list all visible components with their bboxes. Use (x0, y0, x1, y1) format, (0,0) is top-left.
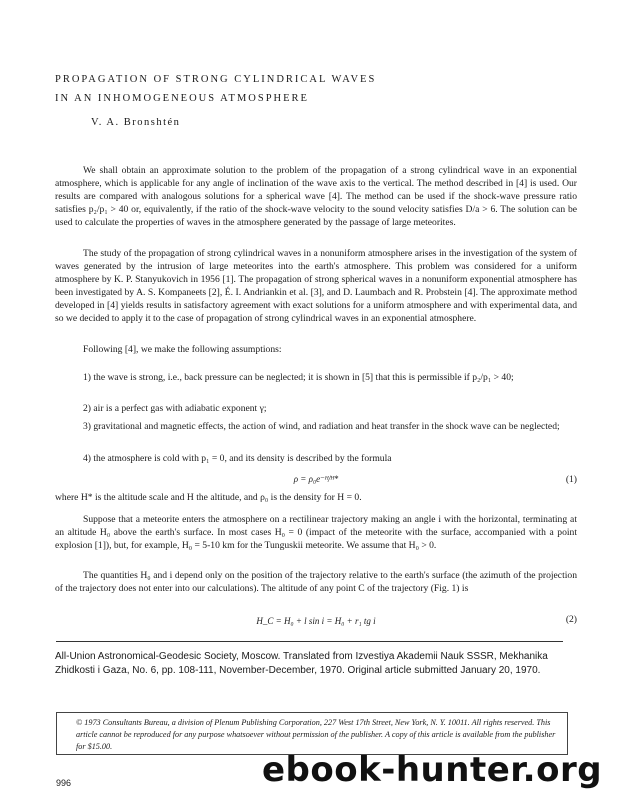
paragraph-assumptions-lead: Following [4], we make the following assumptions: (83, 344, 282, 355)
equation-1: ρ = ρ₀e⁻ᴴ/ᴴ* (293, 474, 339, 484)
equation-2-number: (2) (565, 614, 577, 625)
paragraph-intro: The study of the propagation of strong cylindrical waves in a nonuniform atmosphere arises in the investigation of the system of waves generated by the intrusion of large meteorites into the earth's atmosphere. This problem was considered for a uniform atmosphere by K. P. Stanyukovich in 1956 [1]. The propagation of strong spherical waves in a nonuniform exponential atmosphere has been investigated by A. S. Kompaneets [2], É. I. Andriankin et al. [3], and D. Laumbach and R. Probstein [4]. The approximate method developed in [4] yields results in satisfactory agreement with exact solutions for a uniform atmosphere and with experimental data, and so we decided to apply it to the case of propagation of strong cylindrical waves in an exponential atmosphere. (55, 248, 577, 325)
author: V. A. Bronshtén (91, 117, 181, 128)
footnote-divider (56, 641, 563, 642)
assumption-3: 3) gravitational and magnetic effects, the action of wind, and radiation and heat transfer in the shock wave can be neglected; (83, 421, 560, 432)
watermark: ebook-hunter.org (262, 750, 603, 790)
paragraph-trajectory: Suppose that a meteorite enters the atmosphere on a rectilinear trajectory making an angle i with the horizontal, terminating at an altitude H₀ above the earth's surface. In most cases H₀ = 0 (impact of the meteorite with the surface, accompanied with a point explosion [1]), but, for example, H₀ = 5-10 km for the Tunguskii meteorite. We assume that H₀ > 0. (55, 514, 577, 552)
affiliation-footnote: All-Union Astronomical-Geodesic Society, Moscow. Translated from Izvestiya Akademii Nauk SSSR, Mekhanika Zhidkosti i Gaza, No. 6, pp. 108-111, November-December, 1970. Original article submitted January 20, 1970. (55, 651, 548, 676)
paragraph-altitude: The quantities H₀ and i depend only on the position of the trajectory relative to the earth's surface (the azimuth of the projection of the trajectory does not enter into our calculations). The altitude of any point C of the trajectory (Fig. 1) is (55, 570, 577, 595)
paragraph-density-definition: where H* is the altitude scale and H the altitude, and ρ₀ is the density for H = 0. (55, 492, 362, 503)
assumption-2: 2) air is a perfect gas with adiabatic exponent γ; (83, 403, 267, 414)
title-line-1: PROPAGATION OF STRONG CYLINDRICAL WAVES (55, 74, 377, 85)
page-number: 996 (56, 778, 72, 788)
assumption-4: 4) the atmosphere is cold with p₁ = 0, and its density is described by the formula (83, 453, 392, 464)
equation-1-number: (1) (565, 474, 577, 485)
equation-2: H_C = H₀ + l sin i = H₀ + r₁ tg i (256, 616, 376, 626)
copyright-notice: © 1973 Consultants Bureau, a division of Plenum Publishing Corporation, 227 West 17th Street, New York, N. Y. 10011. All rights reserved. This article cannot be reproduced for any purpose whatsoever without permission of the publisher. A copy of this article is available from the publisher for $15.00. (76, 718, 556, 751)
assumption-1: 1) the wave is strong, i.e., back pressure can be neglected; it is shown in [5] that this is permissible if p₂/p₁ > 40; (83, 372, 514, 383)
paragraph-abstract: We shall obtain an approximate solution to the problem of the propagation of a strong cylindrical wave in an exponential atmosphere, which is applicable for any angle of inclination of the wave axis to the vertical. The method described in [4] is used. Our results are compared with analogous solutions for a spherical wave [4]. The method can be used if the shock-wave pressure ratio satisfies p₂/p₁ > 40 or, equivalently, if the ratio of the shock-wave velocity to the sound velocity satisfies D/a > 6. The solution can be used to calculate the properties of waves in the atmosphere generated by the passage of large meteorites. (55, 165, 577, 229)
title-line-2: IN AN INHOMOGENEOUS ATMOSPHERE (55, 93, 309, 104)
